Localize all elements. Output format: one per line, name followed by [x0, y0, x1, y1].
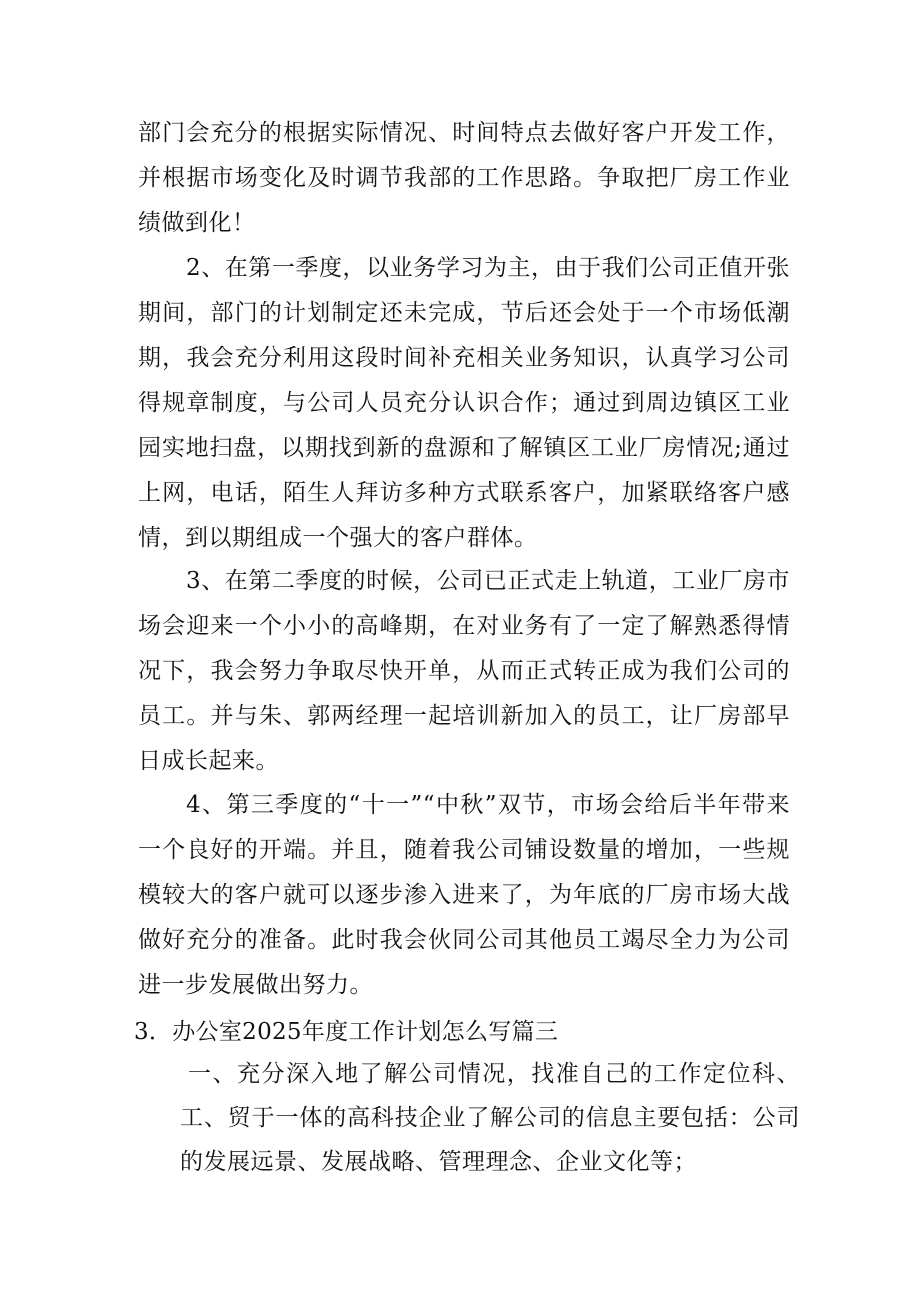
- section-heading: 3．办公室2025年度工作计划怎么写篇三: [134, 1019, 559, 1045]
- paragraph-continuation: 部门会充分的根据实际情况、时间特点去做好客户开发工作，并根据市场变化及时调节我部的工作思路。争取把厂房工作业绩做到化！: [138, 120, 790, 236]
- paragraph-q3-plan: 4、第三季度的“十一”“中秋”双节，市场会给后半年带来一个良好的开端。并且，随着我公司铺设数量的增加，一些规模较大的客户就可以逐步渗入进来了，为年底的厂房市场大战做好充分的准备。此时我会伙同公司其他员工竭尽全力为公司进一步发展做出努力。: [138, 792, 790, 998]
- paragraph-q1-plan: 2、在第一季度，以业务学习为主，由于我们公司正值开张期间，部门的计划制定还未完成，节后还会处于一个市场低潮期，我会充分利用这段时间补充相关业务知识，认真学习公司得规章制度，与公司人员充分认识合作；通过到周边镇区工业园实地扫盘，以期找到新的盘源和了解镇区工业厂房情况;通过上网，电话，陌生人拜访多种方式联系客户，加紧联络客户感情，到以期组成一个强大的客户群体。: [138, 255, 790, 551]
- section-item-1: 一、充分深入地了解公司情况，找准自己的工作定位科、工、贸于一体的高科技企业了解公司的信息主要包括：公司的发展远景、发展战略、管理理念、企业文化等；: [180, 1061, 800, 1175]
- paragraph-q2-plan: 3、在第二季度的时候，公司已正式走上轨道，工业厂房市场会迎来一个小小的高峰期，在对业务有了一定了解熟悉得情况下，我会努力争取尽快开单，从而正式转正成为我们公司的员工。并与朱、郭两经理一起培训新加入的员工，让厂房部早日成长起来。: [138, 568, 790, 774]
